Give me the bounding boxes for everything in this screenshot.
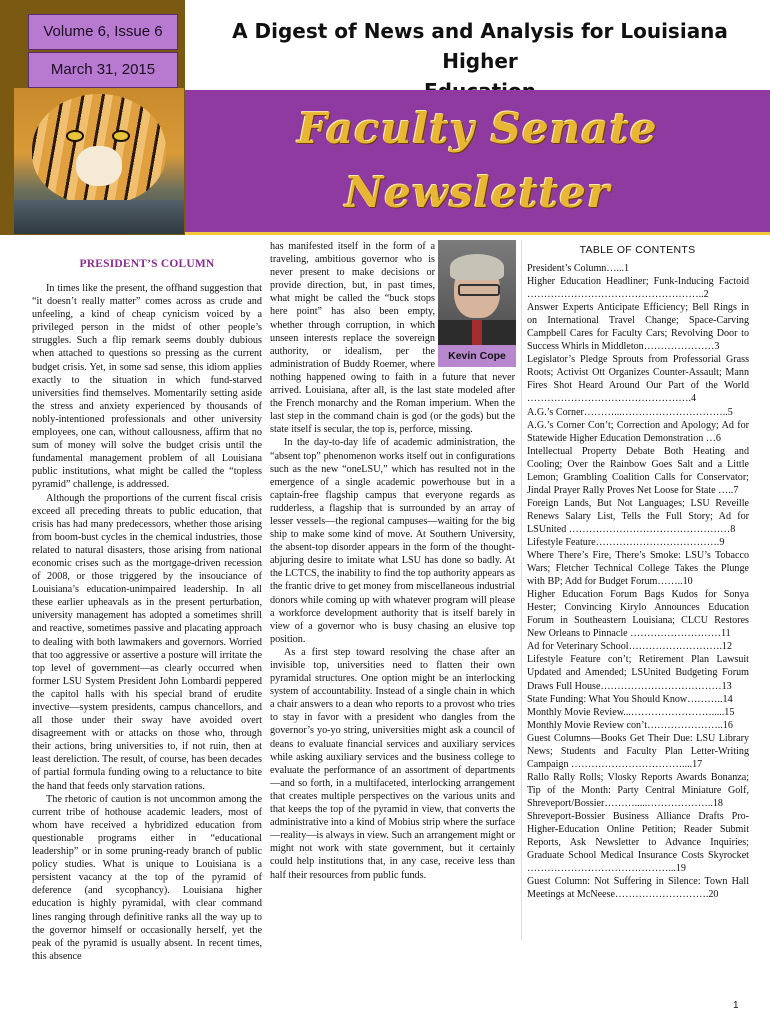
column2-paragraph-1: has manifested itself in the form of a traveling, ambitious governor who is never present to make decisions or provide direction, but, in past times, what might be called the “buck stops here point” has also been empty, whether through corruption, in which unseen interests replace the sovereign authority, or idealism, per the administration of Buddy Roemer, where nothing happened owing to faith in a future that never arrived. Louisiana, after all, is the last state modeled after the French monarchy and the Roman imperium. When the last step in the command chain is god (or the gods) but the state itself is secular, the top is, perforce, missing.: [270, 241, 515, 436]
toc-entry[interactable]: Intellectual Property Debate Both Heating and Cooling; Over the Rainbow Goes Salt and a Little Lemon; Grambling Coalition Calls for Conservator; Jindal Prayer Rally Proves Net Loose for State …..7: [527, 445, 749, 496]
toc-entry[interactable]: Guest Columns—Books Get Their Due: LSU Library News; Students and Faculty Plan Letter-Writing Campaign ……………………………....17: [527, 732, 749, 770]
toc-entry[interactable]: Monthly Movie Review...…………………….....15: [527, 706, 735, 718]
page-number: 1: [733, 1000, 739, 1011]
presidents-column-body: [32, 282, 262, 963]
tiger-image: [14, 88, 184, 234]
photo-glasses: [458, 284, 500, 296]
toc-entry[interactable]: Monthly Movie Review con’t…………………..16: [527, 719, 733, 731]
photo-caption: Kevin Cope: [438, 345, 516, 367]
toc-entry[interactable]: Answer Experts Anticipate Efficiency; Bell Rings in on International Travel Change; Space-Carving Campbell Cares for Faculty Cars; Revolving Door to Success Whirls in Middleton…………………3: [527, 302, 749, 353]
toc-entry[interactable]: President’s Column…...1: [527, 263, 630, 274]
toc-entry[interactable]: Rallo Rally Rolls; Vlosky Reports Awards Bonanza; Tip of the Month: Party Central Miniature Golf, Shreveport/Bossier……….....………………..18: [527, 771, 749, 809]
toc-entry[interactable]: Where There’s Fire, There’s Smoke: LSU’s Tobacco Wars; Fletcher Technical College Takes the Plunge with BP; Add for Budget Forum……..10: [527, 550, 749, 588]
column1-paragraph-1: In times like the present, the offhand suggestion that “it doesn’t really matter” comes across as crude and unfeeling, a kind of cheap cynicism voiced by a privileged person in the midst of other people’s struggles. Such a flip remark seems doubly dubious when attached to questions so pressing as the current budget crisis. Yet, in some sad sense, this idiom applies exactly to the situation in which fund-starved universities find themselves. Momentarily setting aside the stress and anxiety experienced by thousands of nobly-intentioned professionals and other university employees, one can, without callousness, affirm that no sum of money will solve the budget crisis until the fundamental management problem of all Louisiana public institutions, what might be called the “topless pyramid” challenge, is addressed.: [32, 283, 262, 491]
toc-entry[interactable]: State Funding: What You Should Know………..14: [527, 693, 733, 705]
toc-entry[interactable]: Foreign Lands, But Not Languages; LSU Reveille Renews Salary List, Tells the Full Story; Ad for LSUnited …………………………………………8: [527, 497, 749, 535]
toc-entry[interactable]: A.G.’s Corner Con’t; Correction and Apology; Ad for Statewide Higher Education Demonstration …6: [527, 419, 749, 444]
toc-entry[interactable]: A.G.’s Corner………...…………………………..5: [527, 406, 733, 418]
volume-label: Volume 6, Issue 6: [28, 14, 178, 50]
tiger-muzzle: [76, 146, 122, 186]
presidents-column-heading: PRESIDENT’S COLUMN: [79, 258, 215, 270]
column1-paragraph-2: Although the proportions of the current fiscal crisis exceed all preceding threats to public education, that crisis has had many predecessors, whether those arising from boom-bust cycles in the chemical industries, those related to natural disasters, those arising from national economic crises such as the mortgage-driven recession of 2008, or those triggered by the insouciance of Louisiana’s education-unimpaired leadership. In all these earlier upheavals as in the present perturbation, university management has adopted a sometimes shrill and reactive, sometimes passive and placating approach to dealing with both lawmakers and governors. Worried that too aggressive or assertive a posture will irritate the top level of government—as clearly occurred when former LSU System President John Lombardi peppered the capitol halls with his special brand of erudite invective—system presidents, campus chancellors, and all those under their sway have avoided overt disagreement with or attacks on those who, through their actions, bring universities to, if not ruin, then at least dereliction. The result, of course, has been decades of partial formula funding owing to a reluctance to bite the hand that feeds only starvation rations.: [32, 492, 262, 792]
column2-paragraph-2: In the day-to-day life of academic administration, the “absent top” phenomenon works itself out in configurations such as the new “oneLSU,” which has resulted not in the emergence of a single academic powerhouse but in a captain-free flagship campus that everyone regards as rudderless, a flagship that is surrounded by an array of lesser vessels—the regional campuses—waiting for the big ship to make some kind of move. At Southern University, the absent-top disorder appears in the form of the thought-abjuring desire to imitate what LSU has done so badly. At the LCTCS, the inability to find the top authority appears as the frantic drive to get money from miscellaneous industrial donors while coming up with whatever program will please a workforce development authority that is itself barely in view of a governor who is busy chasing an elusive top position.: [270, 437, 515, 645]
tiger-eye-left: [66, 130, 84, 142]
newsletter-title-line-1: Faculty Senate: [297, 104, 658, 153]
toc-entry[interactable]: Shreveport-Bossier Business Alliance Drafts Pro-Higher-Education Online Petition; Reader Submit Reports, Ask Newsletter to Advance Inquiries; Graduate School Medical Insurance Costs Skyrocket ……………………………………...19: [527, 810, 749, 875]
newsletter-title-line-2: Newsletter: [344, 168, 611, 217]
toc-entry[interactable]: Lifestyle Feature……………………………….9: [527, 536, 725, 548]
toc-entry[interactable]: Legislator’s Pledge Sprouts from Professorial Grass Roots; Activist Ott Organizes Counter-Assault; Mann Fires Shot Heard Around Our Part of the World ………………………………………….4: [527, 354, 749, 405]
tiger-water: [14, 200, 184, 234]
toc-entry[interactable]: Higher Education Forum Bags Kudos for Sonya Hester; Convincing Kirylo Announces Education Forum in Southeastern Louisiana; CLCU Restores New Orleans to Pinnacle ………………………11: [527, 589, 749, 640]
column2-paragraph-3: As a first step toward resolving the chase after an invisible top, universities need to flatten their own pyramidal structures. One option might be an interlocking system of accountability. Instead of a single chain in which a chair answers to a dean who reports to a provost who tries to stay in favor with a president who dangles from the governor’s yo-yo string, universities might ask a council of deans to evaluate financial services and auxiliary services while asking auxiliary services and the business college to evaluate the performance of an assortment of departments—and so forth, in a multifaceted, interlocking arrangement that creates multiple perspectives on the various units and that keeps the top of the pyramid in view, that converts the administrative into a kind of Mobius strip where the surface—reality—is always in view. Such an arrangement might or might not work with state government, but it certainly could help institutions that, in any case, receive less than half their resources from public funds.: [270, 646, 515, 881]
toc-entry[interactable]: Ad for Veterinary School……………………….12: [527, 641, 733, 653]
toc-list: [527, 262, 749, 901]
title-divider: [185, 232, 770, 235]
toc-entry[interactable]: Guest Column: Not Suffering in Silence: Town Hall Meetings at McNeese……………………….20: [527, 876, 749, 901]
tiger-eye-right: [112, 130, 130, 142]
issue-date-label: March 31, 2015: [28, 52, 178, 88]
toc-title: TABLE OF CONTENTS: [579, 244, 696, 256]
photo-hair: [450, 254, 504, 280]
column1-paragraph-3: The rhetoric of caution is not uncommon among the current tribe of hothouse academic leaders, most of whom have received a hybridized education from questionable programs either in “educational leadership” or in some pruning-ready branch of public policy studies. What is unique to Louisiana is a persistent vacancy at the top of the pyramid of deference (and sycophancy). Louisiana higher education is highly pyramidal, with clear command lines ranging through definitive ranks all the way up to the governor himself or occasionally herself, yet the peak of the pyramid is usually absent. In recent times, this absence: [32, 793, 262, 962]
toc-entry[interactable]: Lifestyle Feature con’t; Retirement Plan Lawsuit Updated and Amended; LSUnited Budgeting Forum Draws Full House………………………………13: [527, 654, 749, 692]
headline-line-1: A Digest of News and Analysis for Louisiana Higher: [232, 19, 728, 73]
toc-entry[interactable]: Higher Education Headliner; Funk-Inducing Factoid ……………………………………………..2: [527, 276, 749, 301]
